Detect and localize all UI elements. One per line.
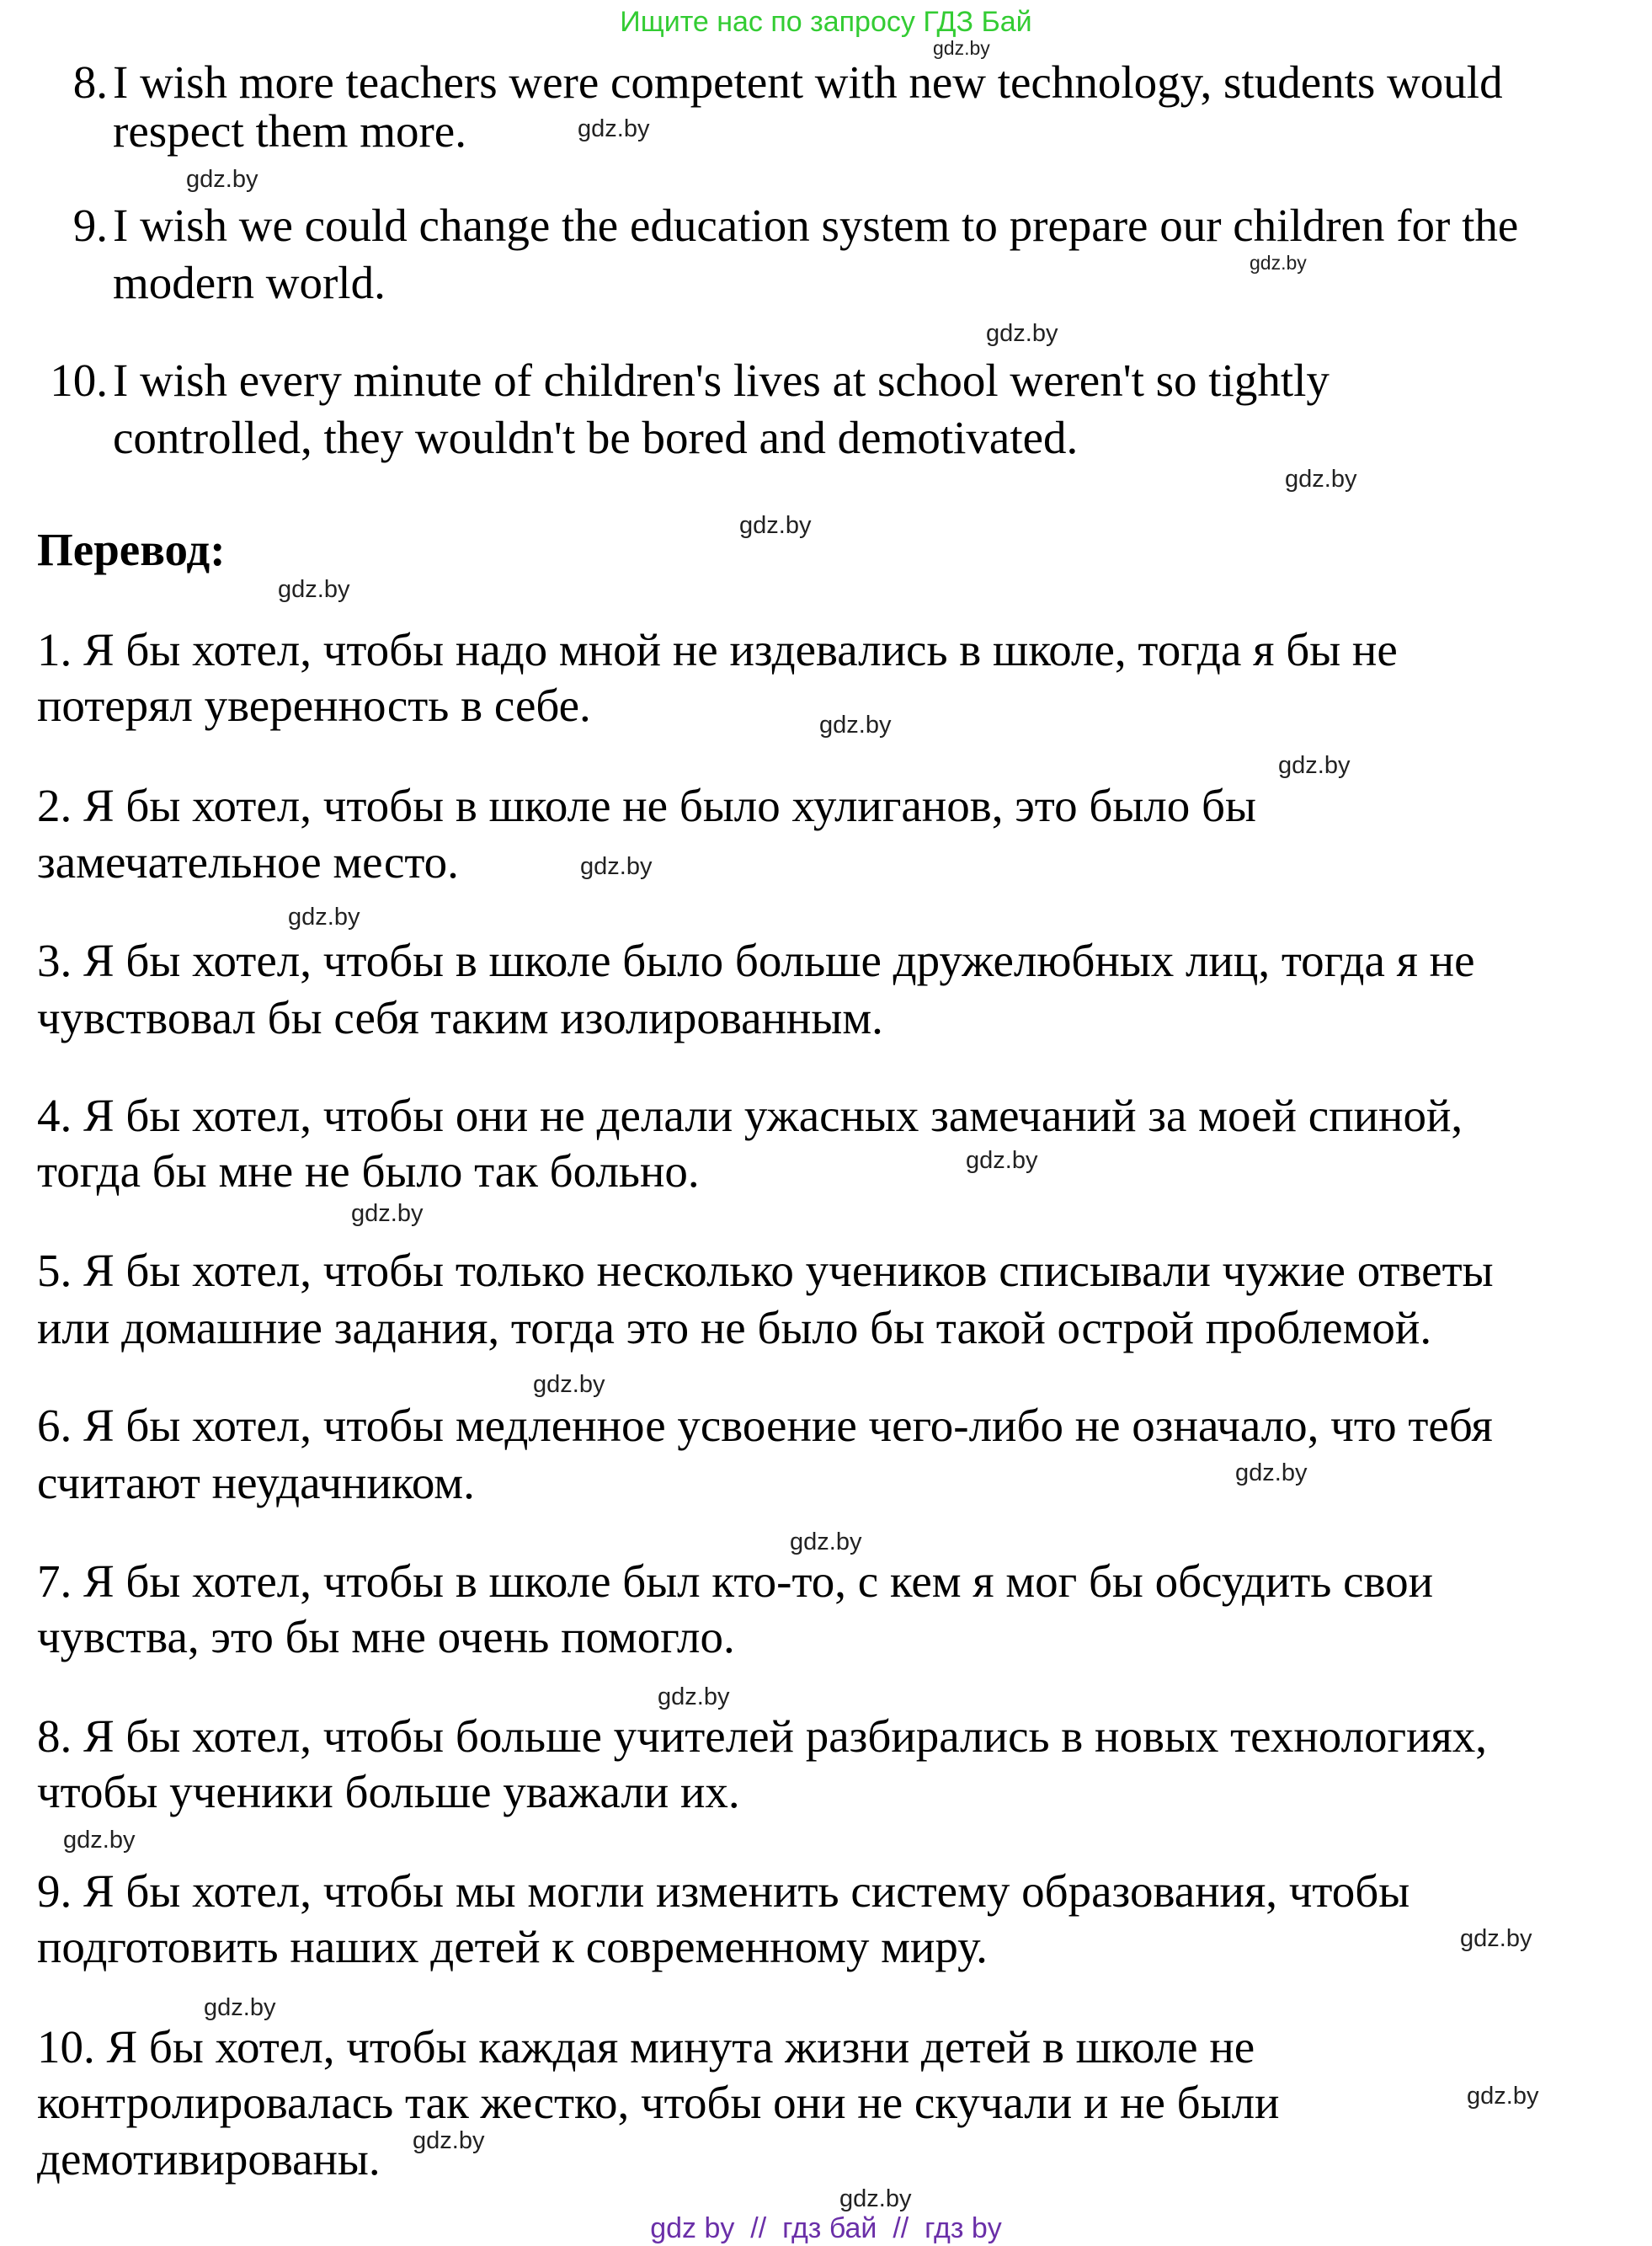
footer-links[interactable]: gdz by // гдз бай // гдз by [650, 2212, 1002, 2244]
translation-line: 1. Я бы хотел, чтобы надо мной не издевались в школе, тогда я бы не [37, 624, 1398, 675]
translation-line: 5. Я бы хотел, чтобы только несколько учеников списывали чужие ответы [37, 1245, 1494, 1296]
english-item-number: 10. [50, 355, 108, 406]
watermark: gdz.by [1250, 252, 1307, 274]
translation-line: чувствовал бы себя таким изолированным. [37, 992, 883, 1043]
translation-line: 3. Я бы хотел, чтобы в школе было больше дружелюбных лиц, тогда я не [37, 935, 1475, 986]
watermark: gdz.by [966, 1147, 1038, 1174]
watermark: gdz.by [739, 512, 812, 539]
watermark: gdz.by [790, 1528, 862, 1555]
watermark: gdz.by [63, 1827, 136, 1854]
translation-heading: Перевод: [37, 524, 226, 575]
translation-line: 9. Я бы хотел, чтобы мы могли изменить систему образования, чтобы [37, 1865, 1410, 1917]
english-item-line: respect them more. [113, 105, 466, 157]
watermark: gdz.by [1285, 466, 1357, 493]
watermark: gdz.by [278, 576, 350, 603]
watermark: gdz.by [1235, 1459, 1308, 1486]
translation-line: 2. Я бы хотел, чтобы в школе не было хулиганов, это было бы [37, 780, 1256, 831]
watermark: gdz.by [933, 37, 990, 59]
translation-line: замечательное место. [37, 836, 459, 888]
translation-line: тогда бы мне не было так больно. [37, 1145, 700, 1197]
watermark: gdz.by [204, 1994, 276, 2021]
translation-line: считают неудачником. [37, 1457, 475, 1508]
watermark: gdz.by [1278, 752, 1351, 779]
translation-line: потерял уверенность в себе. [37, 680, 591, 731]
translation-line: 8. Я бы хотел, чтобы больше учителей разбирались в новых технологиях, [37, 1710, 1488, 1762]
watermark: gdz.by [658, 1683, 730, 1710]
search-banner: Ищите нас по запросу ГДЗ Бай [620, 6, 1032, 38]
watermark: gdz.by [986, 320, 1058, 347]
watermark: gdz.by [533, 1371, 605, 1398]
translation-line: демотивированы. [37, 2133, 381, 2185]
translation-line: 6. Я бы хотел, чтобы медленное усвоение чего-либо не означало, что тебя [37, 1400, 1493, 1451]
watermark: gdz.by [578, 115, 650, 142]
watermark: gdz.by [839, 2185, 912, 2212]
english-item-number: 9. [72, 200, 108, 251]
translation-line: чтобы ученики больше уважали их. [37, 1766, 740, 1817]
watermark: gdz.by [1460, 1925, 1532, 1952]
english-item-line: I wish more teachers were competent with new technology, students would [113, 56, 1503, 108]
translation-line: 10. Я бы хотел, чтобы каждая минута жизни детей в школе не [37, 2021, 1255, 2073]
translation-line: чувства, это бы мне очень помогло. [37, 1611, 735, 1662]
translation-line: контролировалась так жестко, чтобы они не скучали и не были [37, 2077, 1280, 2128]
watermark: gdz.by [413, 2127, 485, 2154]
translation-line: 4. Я бы хотел, чтобы они не делали ужасных замечаний за моей спиной, [37, 1090, 1463, 1141]
watermark: gdz.by [819, 712, 892, 739]
english-item-line: modern world. [113, 257, 386, 308]
translation-line: 7. Я бы хотел, чтобы в школе был кто-то, с кем я мог бы обсудить свои [37, 1555, 1434, 1607]
english-item-line: I wish we could change the education system to prepare our children for the [113, 200, 1519, 251]
translation-line: подготовить наших детей к современному миру. [37, 1921, 988, 1972]
watermark: gdz.by [351, 1200, 424, 1227]
watermark: gdz.by [186, 166, 258, 193]
translation-line: или домашние задания, тогда это не было бы такой острой проблемой. [37, 1302, 1432, 1353]
english-item-line: I wish every minute of children's lives at school weren't so tightly [113, 355, 1330, 406]
watermark: gdz.by [1467, 2083, 1539, 2110]
english-item-number: 8. [72, 56, 108, 108]
watermark: gdz.by [580, 853, 653, 880]
english-item-line: controlled, they wouldn't be bored and demotivated. [113, 412, 1079, 463]
watermark: gdz.by [288, 904, 360, 931]
